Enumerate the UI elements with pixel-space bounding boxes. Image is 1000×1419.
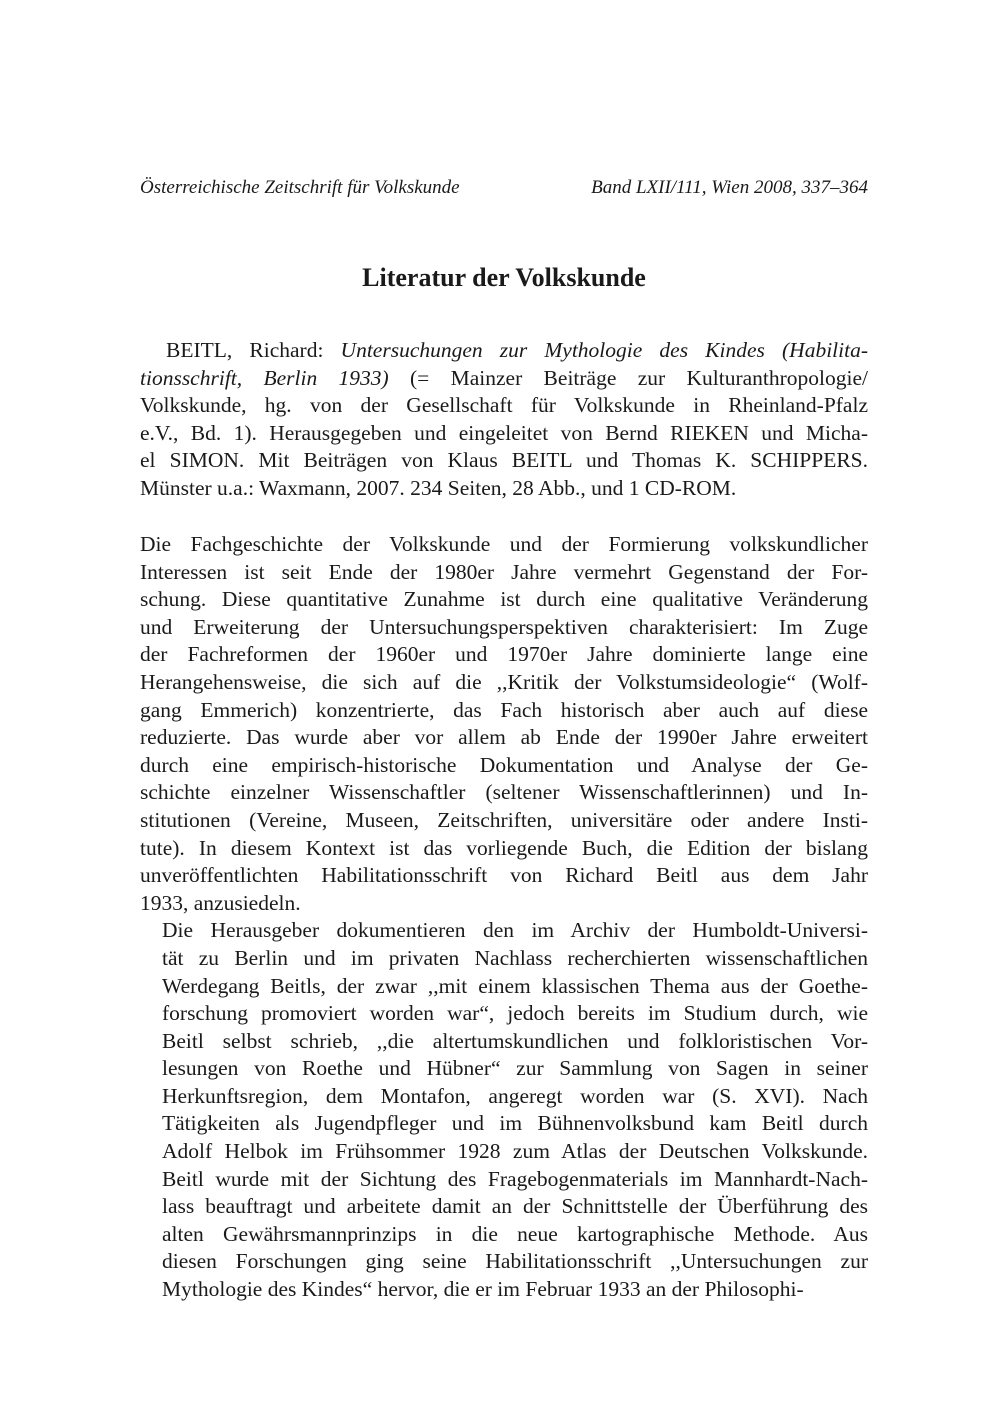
text-line: schung. Diese quantitative Zunahme ist durch eine qualitative Veränderung xyxy=(140,587,868,612)
paragraph xyxy=(140,531,868,917)
text-line: der Fachreformen der 1960er und 1970er Jahre dominierte lange eine xyxy=(140,642,868,667)
entry-line xyxy=(140,337,868,365)
entry-title-part: tionsschrift, Berlin 1933) xyxy=(140,365,389,390)
text-line: diesen Forschungen ging seine Habilitationsschrift ,,Untersuchungen zur xyxy=(162,1249,868,1274)
entry-title-part: Untersuchungen zur Mythologie des Kindes (Habilita- xyxy=(340,338,868,362)
text-line: durch eine empirisch-historische Dokumentation und Analyse der Ge- xyxy=(140,752,868,777)
text-line: lesungen von Roethe und Hübner“ zur Sammlung von Sagen in seiner xyxy=(162,1056,868,1081)
text-line: Beitl wurde mit der Sichtung des Fragebogenmaterials im Mannhardt-Nach- xyxy=(162,1166,868,1191)
entry-line: e.V., Bd. 1). Herausgegeben und eingeleitet von Bernd RIEKEN und Micha- xyxy=(140,420,868,445)
text-line: 1933, anzusiedeln. xyxy=(140,890,301,915)
text-line: stitutionen (Vereine, Museen, Zeitschriften, universitäre oder andere Insti- xyxy=(140,807,868,832)
text-line: Herkunftsregion, dem Montafon, angeregt worden war (S. XVI). Nach xyxy=(162,1083,868,1108)
text-line: Interessen ist seit Ende der 1980er Jahre vermehrt Gegenstand der For- xyxy=(140,559,868,584)
text-line: tät zu Berlin und im privaten Nachlass recherchierten wissenschaftlichen xyxy=(162,945,868,970)
entry-line xyxy=(140,365,868,393)
running-head xyxy=(140,176,868,200)
text-line: Beitl selbst schrieb, ,,die altertumskundlichen und folkloristischen Vor- xyxy=(162,1028,868,1053)
journal-title: Österreichische Zeitschrift für Volkskunde xyxy=(140,177,460,198)
text-line: Tätigkeiten als Jugendpfleger und im Bühnenvolksbund kam Beitl durch xyxy=(162,1111,868,1136)
text-line: Die Herausgeber dokumentieren den im Archiv der Humboldt-Universi- xyxy=(162,918,868,943)
text-line: unveröffentlichten Habilitationsschrift von Richard Beitl aus dem Jahr xyxy=(140,863,868,888)
text-line: Adolf Helbok im Frühsommer 1928 zum Atlas der Deutschen Volkskunde. xyxy=(162,1139,868,1164)
text-line: Herangehensweise, die sich auf die ,,Kritik der Volkstumsideologie“ (Wolf- xyxy=(140,669,868,694)
entry-line: Volkskunde, hg. von der Gesellschaft für Volkskunde in Rheinland-Pfalz xyxy=(140,393,868,418)
volume-info: Band LXII/111, Wien 2008, 337–364 xyxy=(591,177,868,198)
text-line: forschung promoviert worden war“, jedoch bereits im Studium durch, wie xyxy=(162,1001,868,1026)
entry-series: (= Mainzer Beiträge zur Kulturanthropologie/ xyxy=(388,365,868,390)
bibliographic-entry xyxy=(140,337,868,503)
text-line: tute). In diesem Kontext ist das vorliegende Buch, die Edition der bislang xyxy=(140,835,868,860)
paragraph xyxy=(140,917,868,1303)
text-line: und Erweiterung der Untersuchungsperspektiven charakterisiert: Im Zuge xyxy=(140,614,868,639)
entry-author: BEITL, Richard: xyxy=(166,338,341,362)
body-text xyxy=(140,531,868,1304)
text-line: alten Gewährsmannprinzips in die neue kartographische Methode. Aus xyxy=(162,1221,868,1246)
entry-line: el SIMON. Mit Beiträgen von Klaus BEITL und Thomas K. SCHIPPERS. xyxy=(140,448,868,473)
text-line: lass beauftragt und arbeitete damit an der Schnittstelle der Überführung des xyxy=(162,1194,868,1219)
text-line: reduzierte. Das wurde aber vor allem ab Ende der 1990er Jahre erweitert xyxy=(140,725,868,750)
text-line: schichte einzelner Wissenschaftler (seltener Wissenschaftlerinnen) und In- xyxy=(140,780,868,805)
text-line: gang Emmerich) konzentrierte, das Fach historisch aber auch auf diese xyxy=(140,697,868,722)
text-line: Die Fachgeschichte der Volkskunde und der Formierung volkskundlicher xyxy=(140,532,868,556)
text-line: Mythologie des Kindes“ hervor, die er im Februar 1933 an der Philosophi- xyxy=(162,1277,804,1302)
entry-line: Münster u.a.: Waxmann, 2007. 234 Seiten, 28 Abb., und 1 CD-ROM. xyxy=(140,475,737,500)
text-line: Werdegang Beitls, der zwar ,,mit einem klassischen Thema aus der Goethe- xyxy=(162,973,868,998)
section-title: Literatur der Volkskunde xyxy=(362,263,646,292)
